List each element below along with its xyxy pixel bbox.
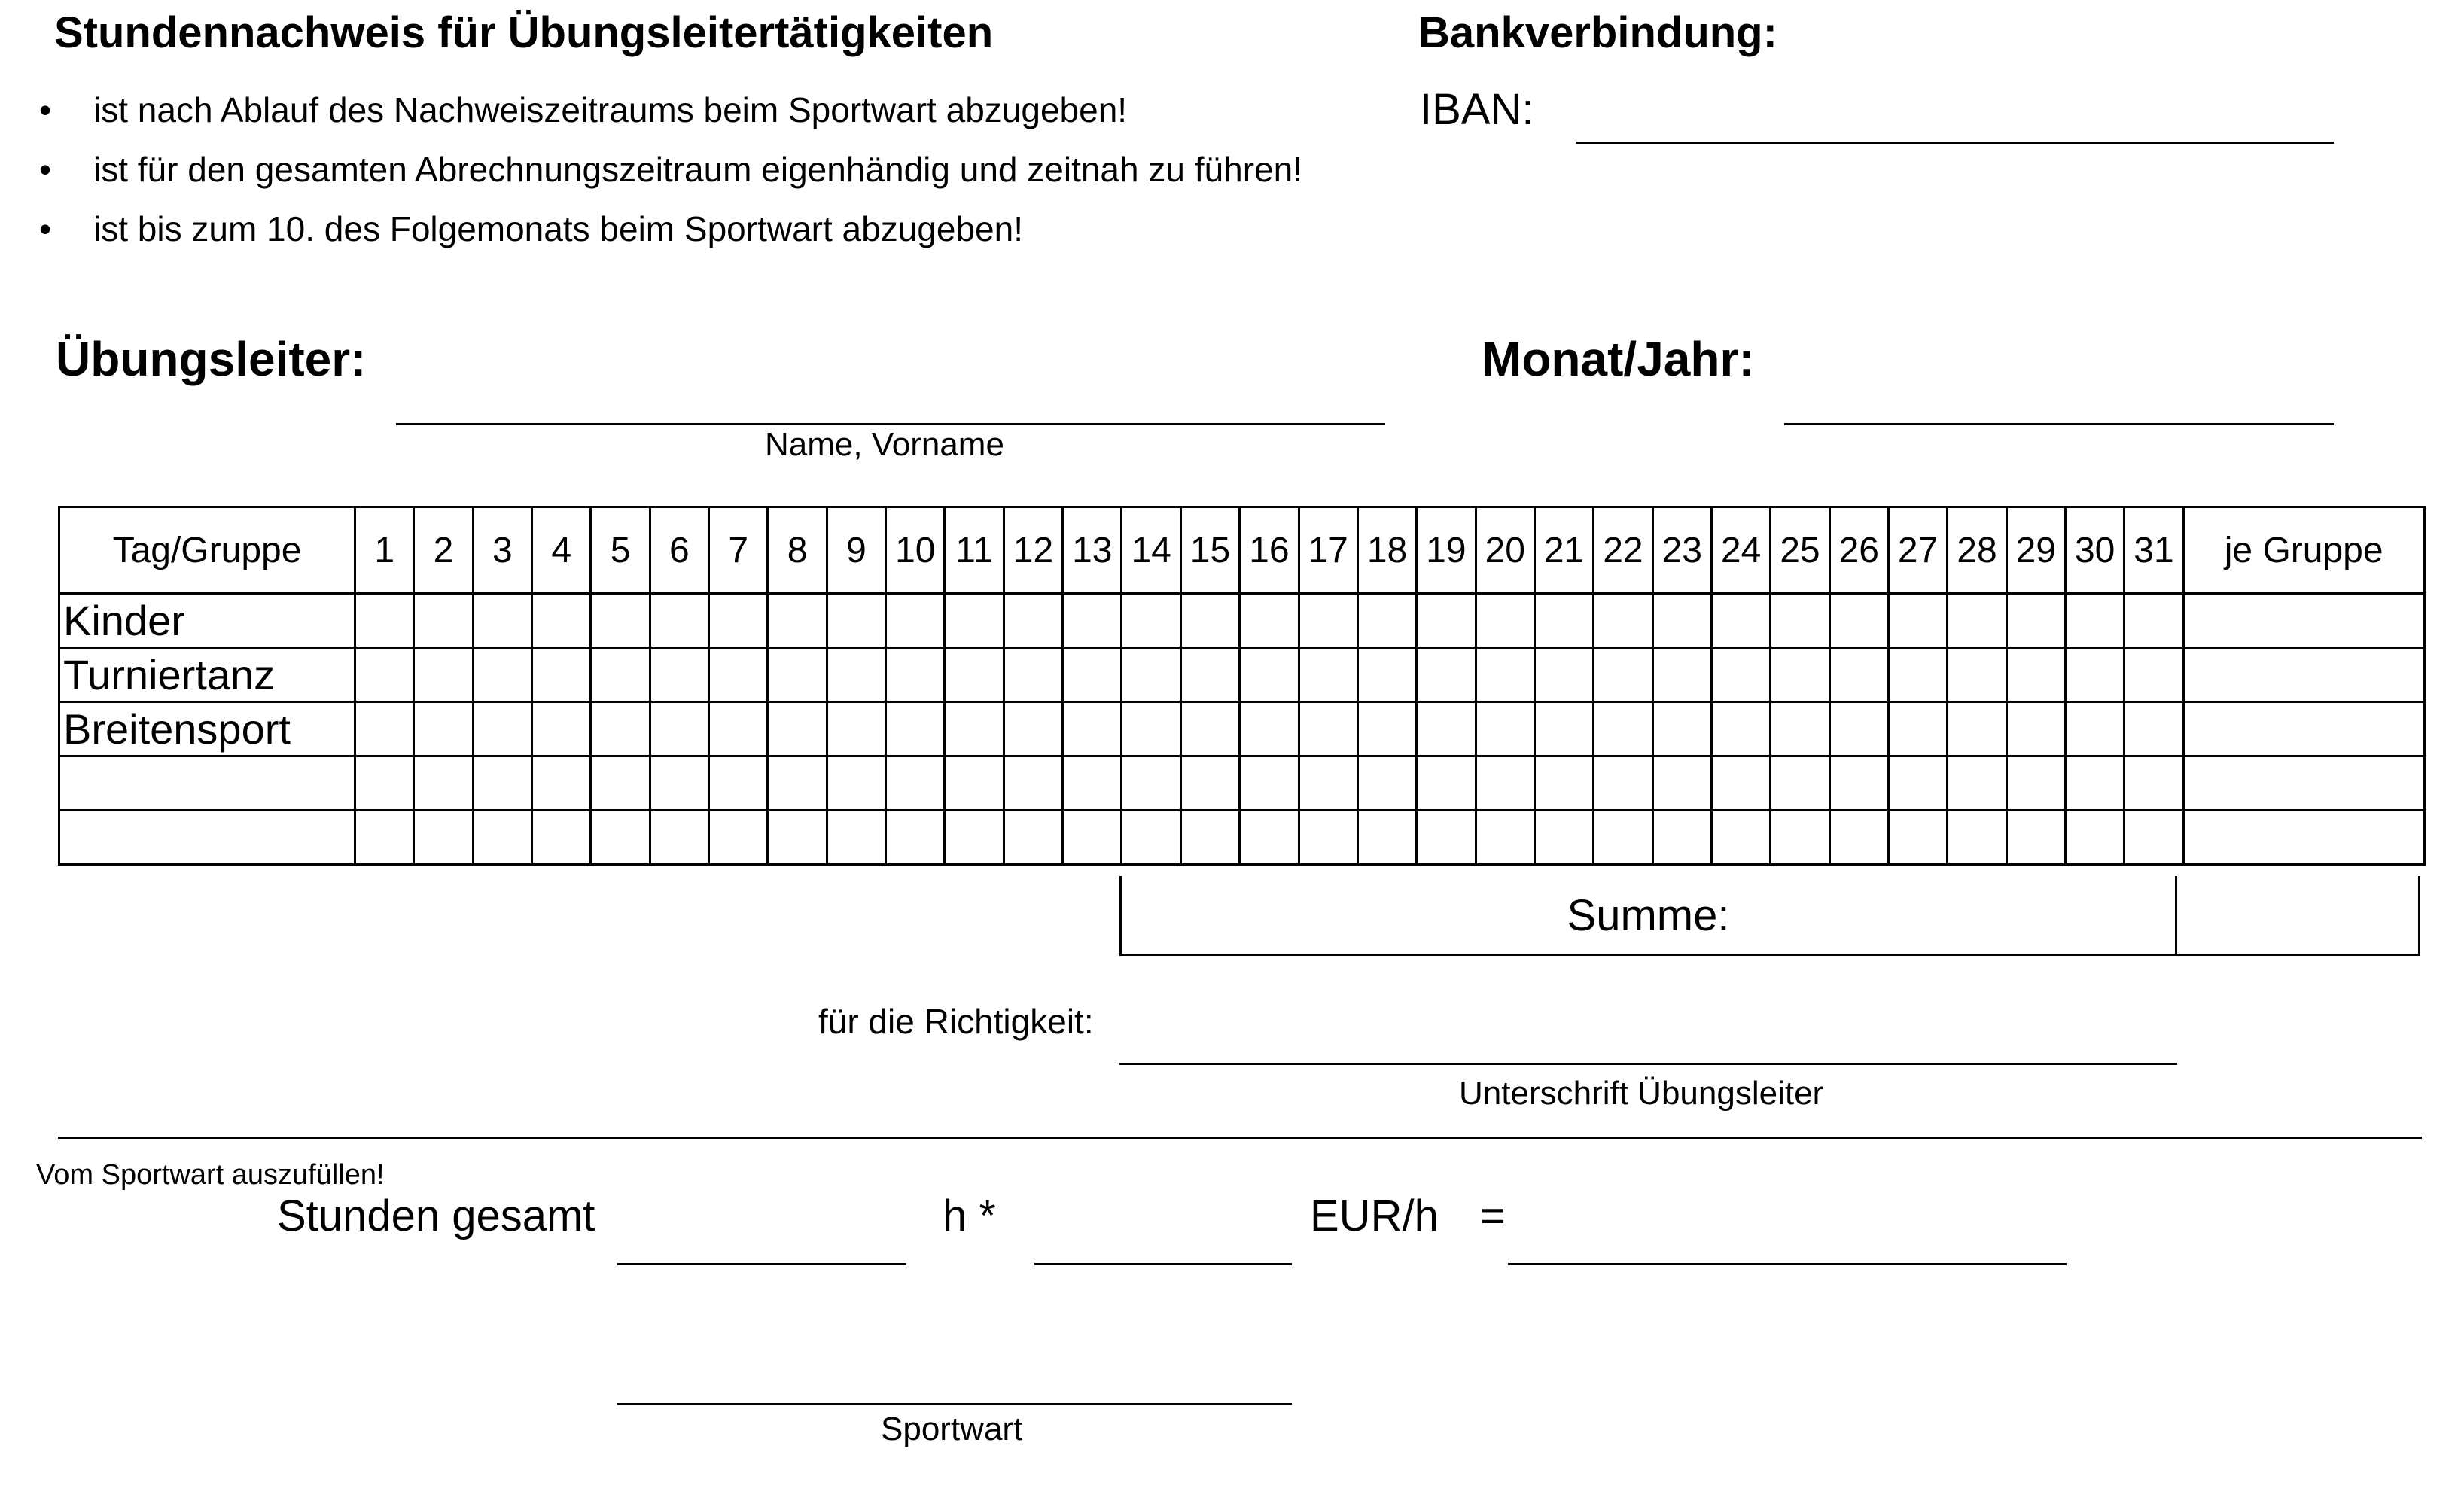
hours-cell-day-8[interactable] [768, 702, 827, 756]
table-row [59, 756, 2425, 811]
hours-cell-day-21[interactable] [1534, 594, 1593, 648]
hours-cell-day-21[interactable] [1534, 702, 1593, 756]
header-day-10: 10 [886, 507, 945, 594]
hours-cell-day-14[interactable] [1122, 594, 1180, 648]
header-day-26: 26 [1829, 507, 1888, 594]
hours-cell-day-3[interactable] [473, 756, 531, 811]
trainer-signature-line[interactable] [1119, 1063, 2177, 1065]
hours-cell-day-3[interactable] [473, 702, 531, 756]
hours-cell-day-7[interactable] [709, 811, 768, 865]
iban-label: IBAN: [1420, 85, 1534, 134]
hours-cell-day-19[interactable] [1417, 648, 1476, 702]
hours-cell-day-28[interactable] [1948, 702, 2006, 756]
hours-cell-day-12[interactable] [1004, 594, 1062, 648]
hours-cell-day-31[interactable] [2124, 648, 2183, 702]
header-day-19: 19 [1417, 507, 1476, 594]
hours-unit-label: h * [943, 1191, 996, 1240]
hours-cell-day-14[interactable] [1122, 648, 1180, 702]
hours-cell-day-5[interactable] [591, 702, 650, 756]
hours-cell-day-10[interactable] [886, 648, 945, 702]
hours-cell-day-27[interactable] [1888, 811, 1947, 865]
hours-cell-day-9[interactable] [827, 702, 885, 756]
hours-cell-day-3[interactable] [473, 594, 531, 648]
hours-cell-day-2[interactable] [414, 594, 473, 648]
hours-cell-day-23[interactable] [1652, 811, 1711, 865]
hours-cell-day-16[interactable] [1240, 811, 1299, 865]
hours-cell-day-24[interactable] [1711, 648, 1770, 702]
header-day-11: 11 [945, 507, 1004, 594]
hours-cell-day-15[interactable] [1180, 702, 1239, 756]
hours-cell-day-6[interactable] [650, 702, 708, 756]
hours-cell-day-29[interactable] [2006, 702, 2065, 756]
hours-cell-day-11[interactable] [945, 811, 1004, 865]
month-year-label: Monat/Jahr: [1482, 332, 1755, 386]
hours-cell-day-18[interactable] [1357, 811, 1416, 865]
hours-cell-day-31[interactable] [2124, 756, 2183, 811]
header-day-6: 6 [650, 507, 708, 594]
table-row [59, 702, 2425, 756]
hours-cell-day-5[interactable] [591, 811, 650, 865]
hours-cell-day-17[interactable] [1299, 702, 1357, 756]
group-name-cell[interactable] [59, 756, 355, 811]
header-day-28: 28 [1948, 507, 2006, 594]
hours-cell-day-24[interactable] [1711, 811, 1770, 865]
header-day-12: 12 [1004, 507, 1062, 594]
trainer-label: Übungsleiter: [56, 332, 367, 386]
hours-cell-day-15[interactable] [1180, 811, 1239, 865]
hours-cell-day-31[interactable] [2124, 702, 2183, 756]
hours-cell-day-2[interactable] [414, 811, 473, 865]
instruction-list [36, 89, 1302, 267]
header-day-25: 25 [1771, 507, 1829, 594]
correctness-label: für die Richtigkeit: [818, 1002, 1094, 1041]
hours-cell-day-20[interactable] [1476, 648, 1534, 702]
sum-total-cell[interactable] [2175, 876, 2420, 956]
hours-cell-day-11[interactable] [945, 702, 1004, 756]
hours-cell-day-11[interactable] [945, 756, 1004, 811]
hours-cell-day-16[interactable] [1240, 756, 1299, 811]
hours-cell-day-21[interactable] [1534, 811, 1593, 865]
hours-cell-day-24[interactable] [1711, 594, 1770, 648]
bank-details-heading: Bankverbindung: [1418, 8, 1777, 57]
hours-cell-day-4[interactable] [532, 648, 591, 702]
header-day-16: 16 [1240, 507, 1299, 594]
group-name-cell[interactable] [59, 811, 355, 865]
hours-cell-day-5[interactable] [591, 648, 650, 702]
hours-cell-day-5[interactable] [591, 756, 650, 811]
hours-cell-day-19[interactable] [1417, 811, 1476, 865]
header-day-7: 7 [709, 507, 768, 594]
hours-cell-day-29[interactable] [2006, 811, 2065, 865]
hours-cell-day-25[interactable] [1771, 756, 1829, 811]
hours-cell-day-24[interactable] [1711, 702, 1770, 756]
header-day-21: 21 [1534, 507, 1593, 594]
header-day-group: Tag/Gruppe [59, 507, 355, 594]
hours-cell-day-10[interactable] [886, 756, 945, 811]
hours-cell-day-17[interactable] [1299, 594, 1357, 648]
trainer-signature-caption: Unterschrift Übungsleiter [1459, 1075, 1824, 1112]
hours-cell-day-3[interactable] [473, 648, 531, 702]
hours-cell-day-27[interactable] [1888, 594, 1947, 648]
hours-cell-day-9[interactable] [827, 756, 885, 811]
hours-cell-day-7[interactable] [709, 594, 768, 648]
hours-cell-day-25[interactable] [1771, 811, 1829, 865]
hours-cell-day-23[interactable] [1652, 594, 1711, 648]
hours-cell-day-12[interactable] [1004, 756, 1062, 811]
hours-cell-day-18[interactable] [1357, 594, 1416, 648]
hours-cell-day-10[interactable] [886, 702, 945, 756]
hours-cell-day-30[interactable] [2065, 756, 2124, 811]
hours-cell-day-1[interactable] [355, 702, 414, 756]
hours-cell-day-9[interactable] [827, 648, 885, 702]
hours-cell-day-29[interactable] [2006, 756, 2065, 811]
hours-cell-day-18[interactable] [1357, 756, 1416, 811]
hours-cell-day-1[interactable] [355, 756, 414, 811]
manager-signature-caption: Sportwart [881, 1410, 1023, 1447]
hours-cell-day-23[interactable] [1652, 702, 1711, 756]
group-total-cell[interactable] [2183, 756, 2424, 811]
hours-cell-day-7[interactable] [709, 756, 768, 811]
section-divider [58, 1137, 2422, 1139]
table-row [59, 811, 2425, 865]
hours-cell-day-5[interactable] [591, 594, 650, 648]
group-total-cell[interactable] [2183, 702, 2424, 756]
header-day-5: 5 [591, 507, 650, 594]
hours-cell-day-26[interactable] [1829, 811, 1888, 865]
group-name-cell: Kinder [59, 594, 355, 648]
hours-cell-day-20[interactable] [1476, 702, 1534, 756]
hours-cell-day-4[interactable] [532, 756, 591, 811]
hours-cell-day-6[interactable] [650, 594, 708, 648]
hours-cell-day-8[interactable] [768, 811, 827, 865]
hours-cell-day-22[interactable] [1594, 702, 1652, 756]
hours-cell-day-7[interactable] [709, 702, 768, 756]
hours-cell-day-27[interactable] [1888, 756, 1947, 811]
hours-cell-day-25[interactable] [1771, 648, 1829, 702]
hourly-rate-input-line[interactable] [1034, 1263, 1292, 1265]
hours-cell-day-14[interactable] [1122, 756, 1180, 811]
instruction-item: • ist nach Ablauf des Nachweiszeitraums beim Sportwart abzugeben! [36, 89, 1302, 148]
hours-cell-day-22[interactable] [1594, 811, 1652, 865]
hours-cell-day-25[interactable] [1771, 594, 1829, 648]
hours-cell-day-18[interactable] [1357, 648, 1416, 702]
form-title: Stundennachweis für Übungsleitertätigkeiten [54, 8, 994, 57]
hours-table [58, 506, 2426, 866]
header-day-2: 2 [414, 507, 473, 594]
rate-unit-label: EUR/h [1310, 1191, 1439, 1240]
hours-cell-day-18[interactable] [1357, 702, 1416, 756]
hours-cell-day-15[interactable] [1180, 756, 1239, 811]
hours-cell-day-30[interactable] [2065, 702, 2124, 756]
hours-cell-day-12[interactable] [1004, 811, 1062, 865]
header-day-17: 17 [1299, 507, 1357, 594]
hours-cell-day-24[interactable] [1711, 756, 1770, 811]
hours-cell-day-6[interactable] [650, 811, 708, 865]
hours-cell-day-11[interactable] [945, 648, 1004, 702]
hours-cell-day-9[interactable] [827, 811, 885, 865]
hours-cell-day-15[interactable] [1180, 648, 1239, 702]
header-day-8: 8 [768, 507, 827, 594]
trainer-name-input-line[interactable] [396, 423, 1385, 425]
table-row [59, 648, 2425, 702]
hours-cell-day-4[interactable] [532, 594, 591, 648]
instruction-item: • ist für den gesamten Abrechnungszeitraum eigenhändig und zeitnah zu führen! [36, 148, 1302, 208]
header-day-15: 15 [1180, 507, 1239, 594]
table-header-row [59, 507, 2425, 594]
header-day-22: 22 [1594, 507, 1652, 594]
hours-cell-day-2[interactable] [414, 702, 473, 756]
header-per-group: je Gruppe [2183, 507, 2424, 594]
hours-cell-day-10[interactable] [886, 811, 945, 865]
total-hours-input-line[interactable] [617, 1263, 906, 1265]
hours-cell-day-4[interactable] [532, 702, 591, 756]
hours-cell-day-25[interactable] [1771, 702, 1829, 756]
hours-cell-day-26[interactable] [1829, 648, 1888, 702]
header-day-3: 3 [473, 507, 531, 594]
sum-label-cell: Summe: [1119, 876, 2177, 956]
hours-cell-day-7[interactable] [709, 648, 768, 702]
hours-cell-day-8[interactable] [768, 594, 827, 648]
manager-note: Vom Sportwart auszufüllen! [36, 1159, 385, 1191]
hours-cell-day-1[interactable] [355, 594, 414, 648]
header-day-4: 4 [532, 507, 591, 594]
hours-cell-day-20[interactable] [1476, 811, 1534, 865]
hours-cell-day-26[interactable] [1829, 702, 1888, 756]
group-name-cell: Turniertanz [59, 648, 355, 702]
hours-cell-day-16[interactable] [1240, 648, 1299, 702]
hours-cell-day-13[interactable] [1063, 594, 1122, 648]
hours-cell-day-12[interactable] [1004, 702, 1062, 756]
instruction-item: • ist bis zum 10. des Folgemonats beim Sportwart abzugeben! [36, 208, 1302, 267]
header-day-18: 18 [1357, 507, 1416, 594]
group-total-cell[interactable] [2183, 811, 2424, 865]
manager-signature-line[interactable] [617, 1403, 1292, 1405]
header-day-13: 13 [1063, 507, 1122, 594]
hours-cell-day-11[interactable] [945, 594, 1004, 648]
hours-cell-day-22[interactable] [1594, 648, 1652, 702]
hours-cell-day-22[interactable] [1594, 594, 1652, 648]
hours-cell-day-1[interactable] [355, 648, 414, 702]
month-year-input-line[interactable] [1784, 423, 2334, 425]
hours-cell-day-31[interactable] [2124, 811, 2183, 865]
hours-cell-day-2[interactable] [414, 756, 473, 811]
hours-cell-day-31[interactable] [2124, 594, 2183, 648]
total-hours-label: Stunden gesamt [277, 1191, 595, 1240]
hours-cell-day-17[interactable] [1299, 648, 1357, 702]
hours-cell-day-23[interactable] [1652, 648, 1711, 702]
hours-cell-day-15[interactable] [1180, 594, 1239, 648]
hours-cell-day-29[interactable] [2006, 594, 2065, 648]
hours-cell-day-27[interactable] [1888, 702, 1947, 756]
table-row [59, 594, 2425, 648]
hours-cell-day-17[interactable] [1299, 811, 1357, 865]
equals-sign: = [1480, 1191, 1506, 1240]
hours-cell-day-13[interactable] [1063, 811, 1122, 865]
hours-cell-day-21[interactable] [1534, 756, 1593, 811]
hours-cell-day-28[interactable] [1948, 648, 2006, 702]
hours-cell-day-20[interactable] [1476, 594, 1534, 648]
hours-cell-day-28[interactable] [1948, 594, 2006, 648]
header-day-9: 9 [827, 507, 885, 594]
hours-cell-day-1[interactable] [355, 811, 414, 865]
hours-cell-day-8[interactable] [768, 648, 827, 702]
hours-cell-day-30[interactable] [2065, 648, 2124, 702]
hours-cell-day-16[interactable] [1240, 702, 1299, 756]
hours-cell-day-19[interactable] [1417, 756, 1476, 811]
hours-cell-day-9[interactable] [827, 594, 885, 648]
hours-cell-day-8[interactable] [768, 756, 827, 811]
hours-cell-day-26[interactable] [1829, 594, 1888, 648]
hours-cell-day-6[interactable] [650, 648, 708, 702]
hours-cell-day-14[interactable] [1122, 702, 1180, 756]
header-day-14: 14 [1122, 507, 1180, 594]
hours-cell-day-12[interactable] [1004, 648, 1062, 702]
hours-cell-day-3[interactable] [473, 811, 531, 865]
hours-cell-day-16[interactable] [1240, 594, 1299, 648]
group-total-cell[interactable] [2183, 648, 2424, 702]
name-caption: Name, Vorname [765, 426, 1004, 463]
hours-cell-day-30[interactable] [2065, 594, 2124, 648]
hours-cell-day-19[interactable] [1417, 594, 1476, 648]
hours-cell-day-6[interactable] [650, 756, 708, 811]
header-day-1: 1 [355, 507, 414, 594]
hours-cell-day-10[interactable] [886, 594, 945, 648]
hours-cell-day-13[interactable] [1063, 702, 1122, 756]
hours-cell-day-29[interactable] [2006, 648, 2065, 702]
header-day-24: 24 [1711, 507, 1770, 594]
group-total-cell[interactable] [2183, 594, 2424, 648]
hours-cell-day-4[interactable] [532, 811, 591, 865]
header-day-31: 31 [2124, 507, 2183, 594]
hours-cell-day-2[interactable] [414, 648, 473, 702]
header-day-27: 27 [1888, 507, 1947, 594]
iban-input-line[interactable] [1576, 142, 2334, 144]
hours-cell-day-13[interactable] [1063, 756, 1122, 811]
header-day-20: 20 [1476, 507, 1534, 594]
group-name-cell: Breitensport [59, 702, 355, 756]
hours-cell-day-20[interactable] [1476, 756, 1534, 811]
header-day-30: 30 [2065, 507, 2124, 594]
hours-cell-day-22[interactable] [1594, 756, 1652, 811]
hours-cell-day-26[interactable] [1829, 756, 1888, 811]
header-day-23: 23 [1652, 507, 1711, 594]
hours-cell-day-30[interactable] [2065, 811, 2124, 865]
hours-cell-day-23[interactable] [1652, 756, 1711, 811]
hours-cell-day-28[interactable] [1948, 811, 2006, 865]
hours-cell-day-21[interactable] [1534, 648, 1593, 702]
hours-cell-day-27[interactable] [1888, 648, 1947, 702]
hours-cell-day-13[interactable] [1063, 648, 1122, 702]
hours-cell-day-19[interactable] [1417, 702, 1476, 756]
hours-cell-day-17[interactable] [1299, 756, 1357, 811]
total-amount-input-line[interactable] [1508, 1263, 2067, 1265]
header-day-29: 29 [2006, 507, 2065, 594]
hours-cell-day-28[interactable] [1948, 756, 2006, 811]
hours-cell-day-14[interactable] [1122, 811, 1180, 865]
